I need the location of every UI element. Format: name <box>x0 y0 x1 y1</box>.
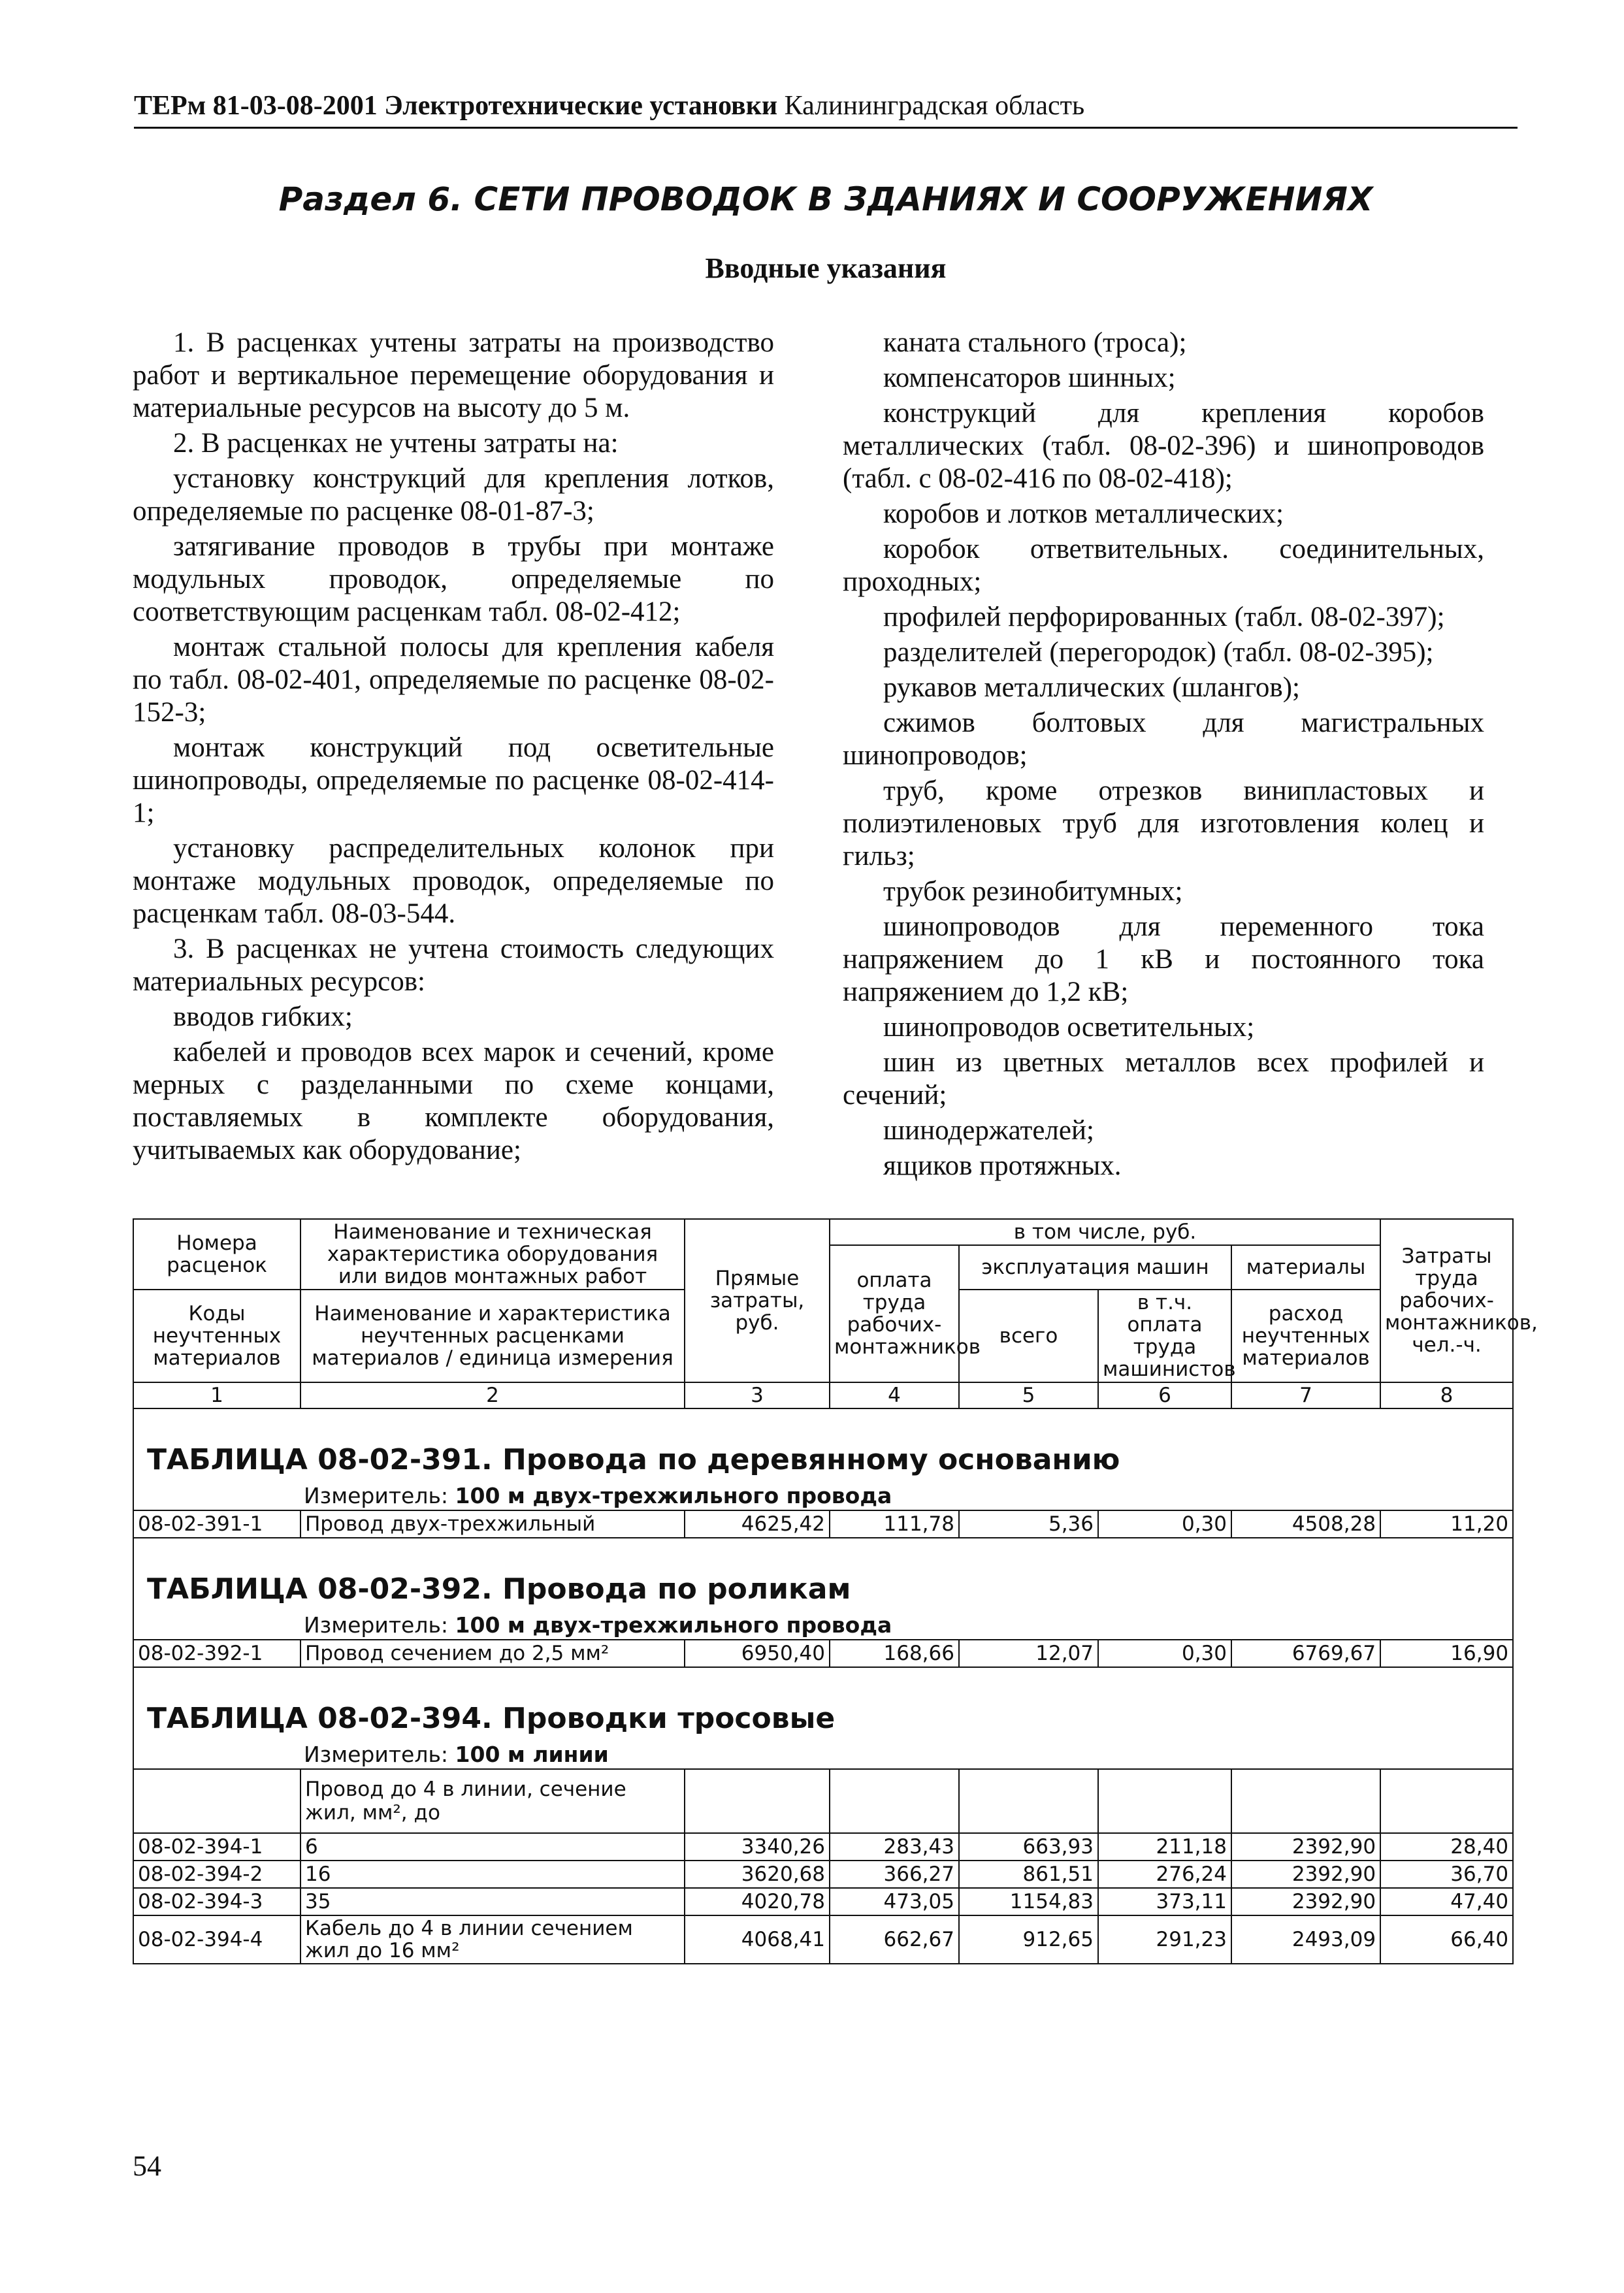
column-number: 1 <box>133 1382 300 1408</box>
table-section-title: ТАБЛИЦА 08-02-392. Провода по роликам <box>133 1538 1513 1611</box>
intro-paragraph: разделителей (перегородок) (табл. 08-02-395); <box>883 637 1434 668</box>
cell-labor: 366,27 <box>830 1861 959 1888</box>
header-title: Электротехнические установки <box>384 91 778 121</box>
header-code: ТЕРм 81-03-08-2001 <box>134 91 378 121</box>
intro-paragraph: 3. В расценках не учтена стоимость следующих материальных ресурсов: <box>133 934 774 997</box>
unit-label: Измеритель: <box>304 1612 449 1638</box>
cell-materials: 6769,67 <box>1231 1640 1380 1667</box>
section-title: Раздел 6. СЕТИ ПРОВОДОК В ЗДАНИЯХ И СООРУЖЕНИЯХ <box>278 180 1373 218</box>
intro-left-column <box>133 327 774 1169</box>
cell-labor: 168,66 <box>830 1640 959 1667</box>
intro-paragraph: ящиков протяжных. <box>883 1150 1122 1181</box>
intro-paragraph: труб, кроме отрезков винипластовых и полиэтиленовых труб для изготовления колец и гильз; <box>843 775 1484 871</box>
intro-paragraph: коробов и лотков металлических; <box>883 498 1284 529</box>
intro-paragraph: монтаж конструкций под осветительные шинопроводы, определяемые по расценке 08-02-414-1; <box>133 732 774 828</box>
header-unaccounted-materials: расход неучтенных материалов <box>1231 1290 1380 1382</box>
intro-paragraph: шинодержателей; <box>883 1115 1094 1146</box>
column-number: 8 <box>1380 1382 1513 1408</box>
cell-name: Провод сечением до 2,5 мм² <box>300 1640 685 1667</box>
table-unit <box>133 1611 1513 1640</box>
cell-labor: 473,05 <box>830 1888 959 1915</box>
cell-direct: 3340,26 <box>685 1833 830 1861</box>
cell-hours: 11,20 <box>1380 1510 1513 1538</box>
cell-direct: 6950,40 <box>685 1640 830 1667</box>
intro-right-column <box>843 327 1484 1185</box>
cell-machines: 12,07 <box>959 1640 1098 1667</box>
cell-code: 08-02-394-3 <box>133 1888 300 1915</box>
column-number: 2 <box>300 1382 685 1408</box>
column-number: 3 <box>685 1382 830 1408</box>
cell-name: Провод двух-трехжильный <box>300 1510 685 1538</box>
table-subheader: Провод до 4 в линии, сечение жил, мм², до <box>300 1769 685 1833</box>
table-row <box>133 1833 1513 1861</box>
intro-paragraph: установку конструкций для крепления лотков, определяемые по расценке 08-01-87-3; <box>133 463 774 527</box>
cell-machinists: 373,11 <box>1098 1888 1231 1915</box>
empty-cell <box>830 1769 959 1833</box>
unit-label: Измеритель: <box>304 1742 449 1767</box>
cell-materials: 2493,09 <box>1231 1915 1380 1964</box>
unit-value: 100 м линии <box>455 1742 609 1767</box>
cell-hours: 47,40 <box>1380 1888 1513 1915</box>
cell-code: 08-02-394-1 <box>133 1833 300 1861</box>
table-row <box>133 1510 1513 1538</box>
empty-cell <box>685 1769 830 1833</box>
cell-machines: 912,65 <box>959 1915 1098 1964</box>
intro-paragraph: каната стального (троса); <box>883 327 1187 358</box>
intro-paragraph: кабелей и проводов всех марок и сечений, кроме мерных с разделанными по схеме концами, поставляемых в комплекте оборудования, учитываемых как оборудование; <box>133 1037 774 1165</box>
header-including: в том числе, руб. <box>830 1219 1380 1245</box>
cell-machines: 5,36 <box>959 1510 1098 1538</box>
intro-paragraph: монтаж стальной полосы для крепления кабеля по табл. 08-02-401, определяемые по расценке 08-02-152-3; <box>133 632 774 728</box>
cell-code: 08-02-394-2 <box>133 1861 300 1888</box>
intro-paragraph: 1. В расценках учтены затраты на производство работ и вертикальное перемещение оборудования и материальные ресурсов на высоту до 5 м. <box>133 327 774 423</box>
table-section-title: ТАБЛИЦА 08-02-394. Проводки тросовые <box>133 1667 1513 1740</box>
intro-paragraph: компенсаторов шинных; <box>883 363 1176 393</box>
intro-paragraph: установку распределительных колонок при монтаже модульных проводок, определяемые по расценкам табл. 08-03-544. <box>133 833 774 929</box>
cell-materials: 2392,90 <box>1231 1888 1380 1915</box>
header-region: Калининградская область <box>784 91 1085 121</box>
table-row <box>133 1888 1513 1915</box>
cell-materials: 2392,90 <box>1231 1833 1380 1861</box>
cell-machines: 663,93 <box>959 1833 1098 1861</box>
cell-hours: 66,40 <box>1380 1915 1513 1964</box>
cell-materials: 4508,28 <box>1231 1510 1380 1538</box>
rates-table <box>133 1218 1538 1964</box>
cell-machinists: 291,23 <box>1098 1915 1231 1964</box>
cell-direct: 3620,68 <box>685 1861 830 1888</box>
column-number: 6 <box>1098 1382 1231 1408</box>
header-direct-costs: Прямые затраты, руб. <box>685 1219 830 1382</box>
cell-hours: 16,90 <box>1380 1640 1513 1667</box>
cell-labor: 283,43 <box>830 1833 959 1861</box>
cell-machines: 1154,83 <box>959 1888 1098 1915</box>
cell-direct: 4020,78 <box>685 1888 830 1915</box>
header-codes: Коды неучтенных материалов <box>133 1290 300 1382</box>
cell-machinists: 0,30 <box>1098 1510 1231 1538</box>
page-number: 54 <box>133 2150 161 2182</box>
cell-hours: 28,40 <box>1380 1833 1513 1861</box>
header-name-top: Наименование и техническая характеристика оборудования или видов монтажных работ <box>300 1219 685 1290</box>
cell-name: 6 <box>300 1833 685 1861</box>
cell-name: 16 <box>300 1861 685 1888</box>
header-labor-pay: оплата труда рабочих-монтажников <box>830 1245 959 1382</box>
table-section-title: ТАБЛИЦА 08-02-391. Провода по деревянному основанию <box>133 1408 1513 1482</box>
empty-cell <box>1098 1769 1231 1833</box>
cell-materials: 2392,90 <box>1231 1861 1380 1888</box>
unit-value: 100 м двух-трехжильного провода <box>455 1483 892 1508</box>
cell-machinists: 211,18 <box>1098 1833 1231 1861</box>
empty-cell <box>959 1769 1098 1833</box>
cell-direct: 4625,42 <box>685 1510 830 1538</box>
header-machine-ops: эксплуатация машин <box>959 1245 1231 1290</box>
table-row <box>133 1640 1513 1667</box>
cell-name: 35 <box>300 1888 685 1915</box>
table-row <box>133 1861 1513 1888</box>
column-number: 5 <box>959 1382 1098 1408</box>
intro-paragraph: трубок резинобитумных; <box>883 876 1183 907</box>
cell-name: Кабель до 4 в линии сечением жил до 16 мм² <box>300 1915 685 1964</box>
intro-paragraph: коробок ответвительных. соединительных, проходных; <box>843 534 1484 597</box>
intro-paragraph: профилей перфорированных (табл. 08-02-397); <box>883 602 1445 632</box>
unit-label: Измеритель: <box>304 1483 449 1508</box>
intro-paragraph: шинопроводов осветительных; <box>883 1012 1255 1043</box>
intro-paragraph: конструкций для крепления коробов металлических (табл. 08-02-396) и шинопроводов (табл. с 08-02-416 по 08-02-418); <box>843 398 1484 494</box>
cell-direct: 4068,41 <box>685 1915 830 1964</box>
cell-hours: 36,70 <box>1380 1861 1513 1888</box>
header-name-bottom: Наименование и характеристика неучтенных расценками материалов / единица измерения <box>300 1290 685 1382</box>
cell-labor: 111,78 <box>830 1510 959 1538</box>
intro-paragraph: шинопроводов для переменного тока напряжением до 1 кВ и постоянного тока напряжением до 1,2 кВ; <box>843 911 1484 1007</box>
table-row <box>133 1915 1513 1964</box>
cell-code: 08-02-394-4 <box>133 1915 300 1964</box>
column-number: 7 <box>1231 1382 1380 1408</box>
table-unit <box>133 1740 1513 1769</box>
intro-paragraph: шин из цветных металлов всех профилей и сечений; <box>843 1047 1484 1111</box>
header-total: всего <box>959 1290 1098 1382</box>
intro-paragraph: затягивание проводов в трубы при монтаже модульных проводок, определяемые по соответствующим расценкам табл. 08-02-412; <box>133 531 774 627</box>
cell-machinists: 0,30 <box>1098 1640 1231 1667</box>
intro-paragraph: рукавов металлических (шлангов); <box>883 672 1300 703</box>
table-unit <box>133 1482 1513 1510</box>
cell-machinists: 276,24 <box>1098 1861 1231 1888</box>
header-labor-hours: Затраты труда рабочих-монтажников, чел.-ч. <box>1380 1219 1513 1382</box>
intro-paragraph: 2. В расценках не учтены затраты на: <box>173 428 619 459</box>
cell-code: 08-02-391-1 <box>133 1510 300 1538</box>
header-rate-numbers: Номера расценок <box>133 1219 300 1290</box>
intro-paragraph: вводов гибких; <box>173 1001 353 1032</box>
column-number: 4 <box>830 1382 959 1408</box>
intro-title: Вводные указания <box>705 252 947 284</box>
header-materials: материалы <box>1231 1245 1380 1290</box>
empty-cell <box>1380 1769 1513 1833</box>
intro-paragraph: сжимов болтовых для магистральных шинопроводов; <box>843 707 1484 771</box>
empty-cell <box>1231 1769 1380 1833</box>
page-header <box>134 90 1518 129</box>
empty-cell <box>133 1769 300 1833</box>
cell-code: 08-02-392-1 <box>133 1640 300 1667</box>
header-incl-machinists: в т.ч. оплата труда машинистов <box>1098 1290 1231 1382</box>
cell-labor: 662,67 <box>830 1915 959 1964</box>
cell-machines: 861,51 <box>959 1861 1098 1888</box>
unit-value: 100 м двух-трехжильного провода <box>455 1612 892 1638</box>
